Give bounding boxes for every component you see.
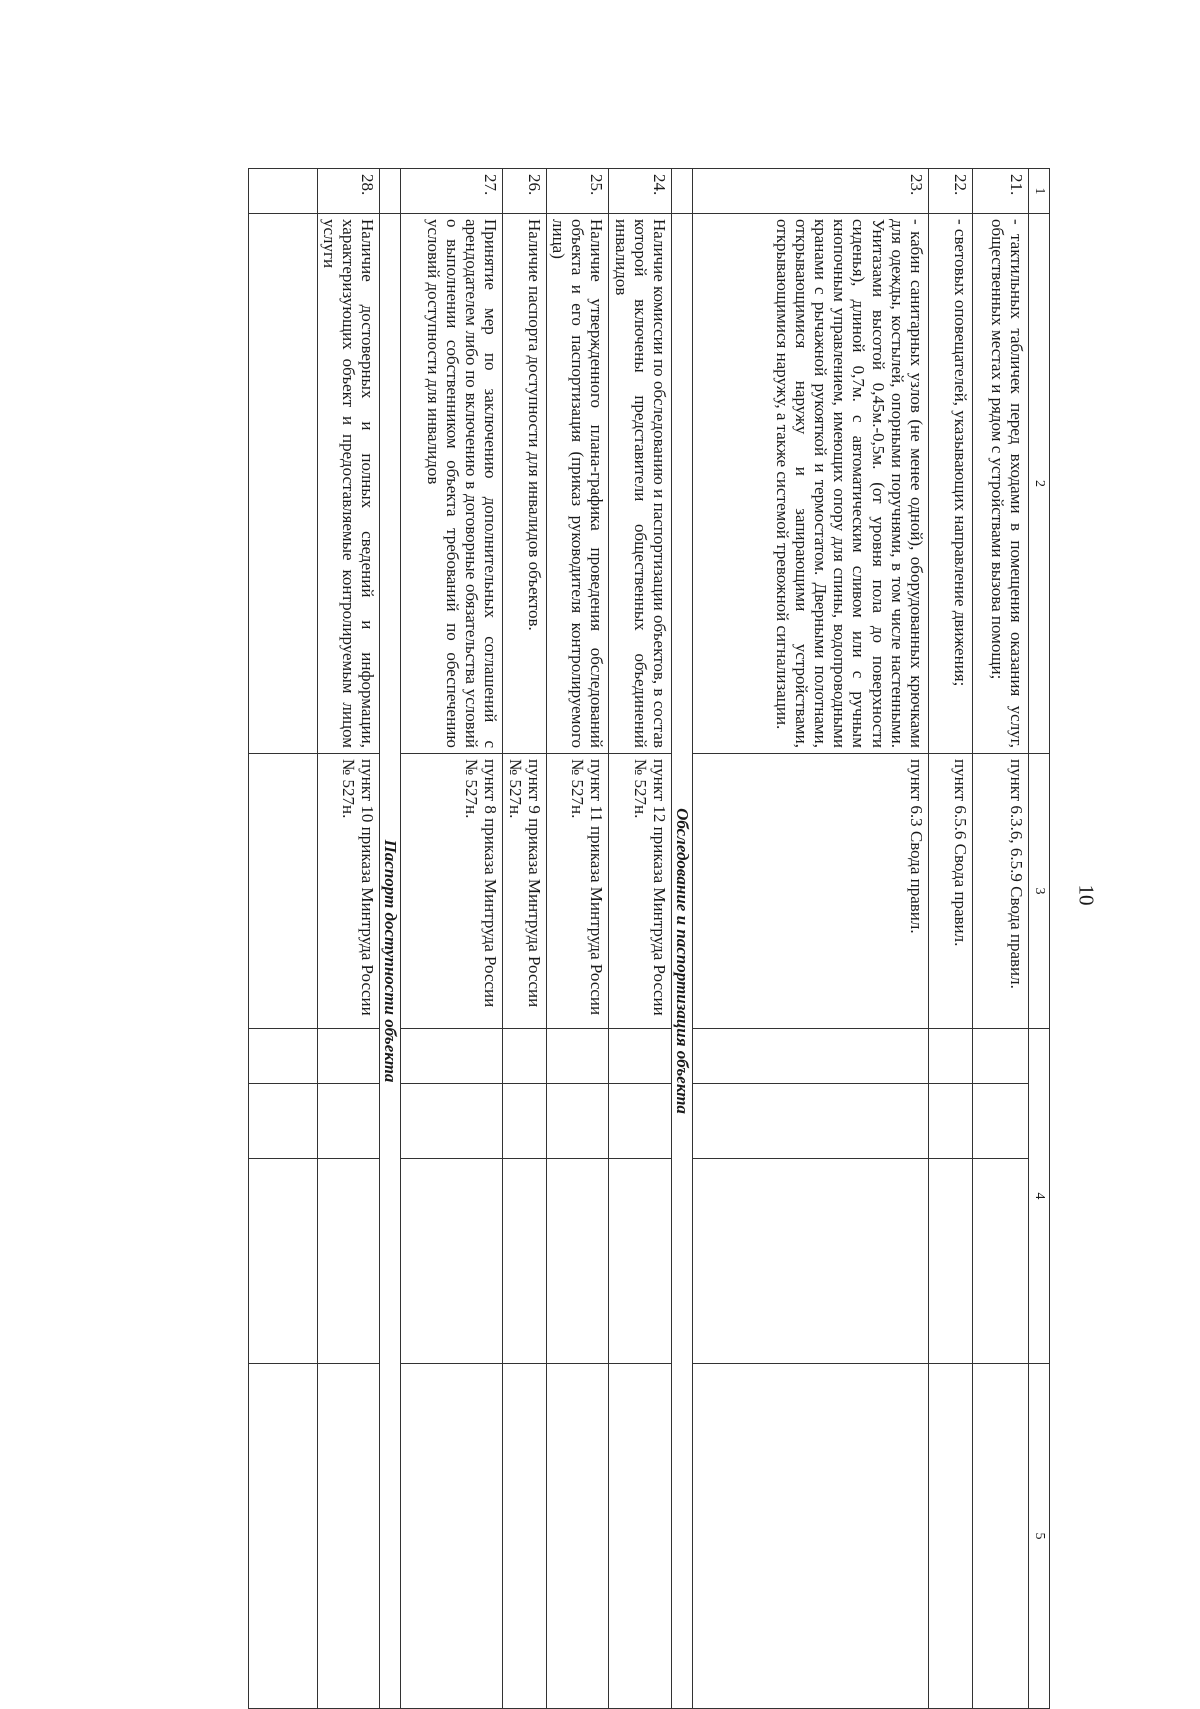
row-cell-empty	[248, 1364, 317, 1709]
requirements-table	[248, 168, 1050, 1709]
header-col-5: 5	[1029, 1364, 1050, 1709]
row-cell-empty	[401, 1084, 503, 1159]
section-title: Обследование и паспортизация объекта	[672, 214, 693, 1709]
row-requirement: - тактильных табличек перед входами в помещения оказания услуг, общественных местах и рядом с устройствами вызова помощи;	[973, 214, 1029, 754]
row-norm: пункт 6.3.6, 6.5.9 Свода правил.	[973, 754, 1029, 1029]
row-number: 26.	[503, 169, 546, 214]
row-cell-empty	[401, 1159, 503, 1364]
row-norm: пункт 9 приказа Минтруда России № 527н.	[503, 754, 546, 1029]
row-cell-empty	[317, 1084, 380, 1159]
row-cell-empty	[546, 1029, 609, 1084]
row-number: 27.	[401, 169, 503, 214]
row-cell-empty	[609, 1364, 672, 1709]
rotated-page	[92, 168, 1050, 1708]
row-norm: пункт 6.5.6 Свода правил.	[929, 754, 973, 1029]
row-requirement: Наличие достоверных и полных сведений и информации, характеризующих объект и предоставляемые контролируемым лицом услуги	[317, 214, 380, 754]
header-col-4: 4	[1029, 1029, 1050, 1364]
row-cell-empty	[693, 1364, 929, 1709]
row-number: 25.	[546, 169, 609, 214]
header-col-3: 3	[1029, 754, 1050, 1029]
row-number: 24.	[609, 169, 672, 214]
page-number: 10	[1074, 884, 1099, 906]
row-cell-empty	[248, 169, 317, 214]
row-norm: пункт 8 приказа Минтруда России № 527н.	[401, 754, 503, 1029]
row-cell-empty	[609, 1084, 672, 1159]
row-cell-empty	[503, 1159, 546, 1364]
row-cell-empty	[929, 1084, 973, 1159]
row-requirement: Принятие мер по заключению дополнительных соглашений с арендодателем либо по включению в договорные обязательства условий о выполнении собственником объекта требований по обеспечению условий доступности для инвалидов	[401, 214, 503, 754]
row-cell-empty	[248, 1084, 317, 1159]
row-norm: пункт 6.3 Свода правил.	[693, 754, 929, 1029]
table-row	[546, 169, 609, 1709]
row-cell-empty	[248, 1159, 317, 1364]
row-cell-empty	[503, 1364, 546, 1709]
row-requirement: Наличие паспорта доступности для инвалидов объектов.	[503, 214, 546, 754]
row-cell-empty	[929, 1364, 973, 1709]
row-cell-empty	[317, 1029, 380, 1084]
section-number-cell	[380, 169, 401, 214]
row-cell-empty	[248, 214, 317, 754]
row-norm: пункт 11 приказа Минтруда России № 527н.	[546, 754, 609, 1029]
row-number: 23.	[693, 169, 929, 214]
section-title: Паспорт доступности объекта	[380, 214, 401, 1709]
row-cell-empty	[503, 1029, 546, 1084]
row-cell-empty	[929, 1159, 973, 1364]
row-cell-empty	[546, 1084, 609, 1159]
row-number: 22.	[929, 169, 973, 214]
row-cell-empty	[693, 1029, 929, 1084]
row-cell-empty	[401, 1364, 503, 1709]
row-requirement: - кабин санитарных узлов (не менее одной), оборудованных крючками для одежды, костылей, опорными поручнями, в том числе настенными. Унитазами высотой 0,45м.-0,5м. (от уровня пола до поверхности сиденья), длиной 0,7м. с автоматическим сливом или с ручным кнопочным управлением, имеющих опору для спины, водопроводными кранами с рычажной рукояткой и термостатом. Дверными полотнами, открывающимися наружу и запирающими устройствами, открывающимися наружу, а также системой тревожной сигнализации.	[693, 214, 929, 754]
row-cell-empty	[973, 1159, 1029, 1364]
header-row	[1029, 169, 1050, 1709]
row-cell-empty	[317, 1159, 380, 1364]
row-cell-empty	[609, 1029, 672, 1084]
row-requirement: - световых оповещателей, указывающих направление движения;	[929, 214, 973, 754]
row-cell-empty	[248, 1029, 317, 1084]
row-cell-empty	[609, 1159, 672, 1364]
row-number: 21.	[973, 169, 1029, 214]
row-cell-empty	[973, 1364, 1029, 1709]
row-requirement: Наличие утвержденного плана-графика проведения обследований объекта и его паспортизация (приказ руководителя контролируемого лица)	[546, 214, 609, 754]
row-norm: пункт 12 приказа Минтруда России № 527н.	[609, 754, 672, 1029]
row-cell-empty	[401, 1029, 503, 1084]
row-cell-empty	[317, 1364, 380, 1709]
row-cell-empty	[973, 1029, 1029, 1084]
table-row-empty	[248, 169, 317, 1709]
table-row	[609, 169, 672, 1709]
row-requirement: Наличие комиссии по обследованию и паспортизации объектов, в состав которой включены представители общественных объединений инвалидов	[609, 214, 672, 754]
table-row	[973, 169, 1029, 1709]
row-cell-empty	[693, 1159, 929, 1364]
section-row	[380, 169, 401, 1709]
row-cell-empty	[546, 1159, 609, 1364]
row-cell-empty	[546, 1364, 609, 1709]
row-cell-empty	[693, 1084, 929, 1159]
row-cell-empty	[929, 1029, 973, 1084]
table-row	[317, 169, 380, 1709]
row-cell-empty	[248, 754, 317, 1029]
header-col-1: 1	[1029, 169, 1050, 214]
section-row	[672, 169, 693, 1709]
row-number: 28.	[317, 169, 380, 214]
row-norm: пункт 10 приказа Минтруда России № 527н.	[317, 754, 380, 1029]
table-row	[929, 169, 973, 1709]
row-cell-empty	[973, 1084, 1029, 1159]
row-cell-empty	[503, 1084, 546, 1159]
table-row	[693, 169, 929, 1709]
header-col-2: 2	[1029, 214, 1050, 754]
section-number-cell	[672, 169, 693, 214]
table-row	[503, 169, 546, 1709]
table-row	[401, 169, 503, 1709]
